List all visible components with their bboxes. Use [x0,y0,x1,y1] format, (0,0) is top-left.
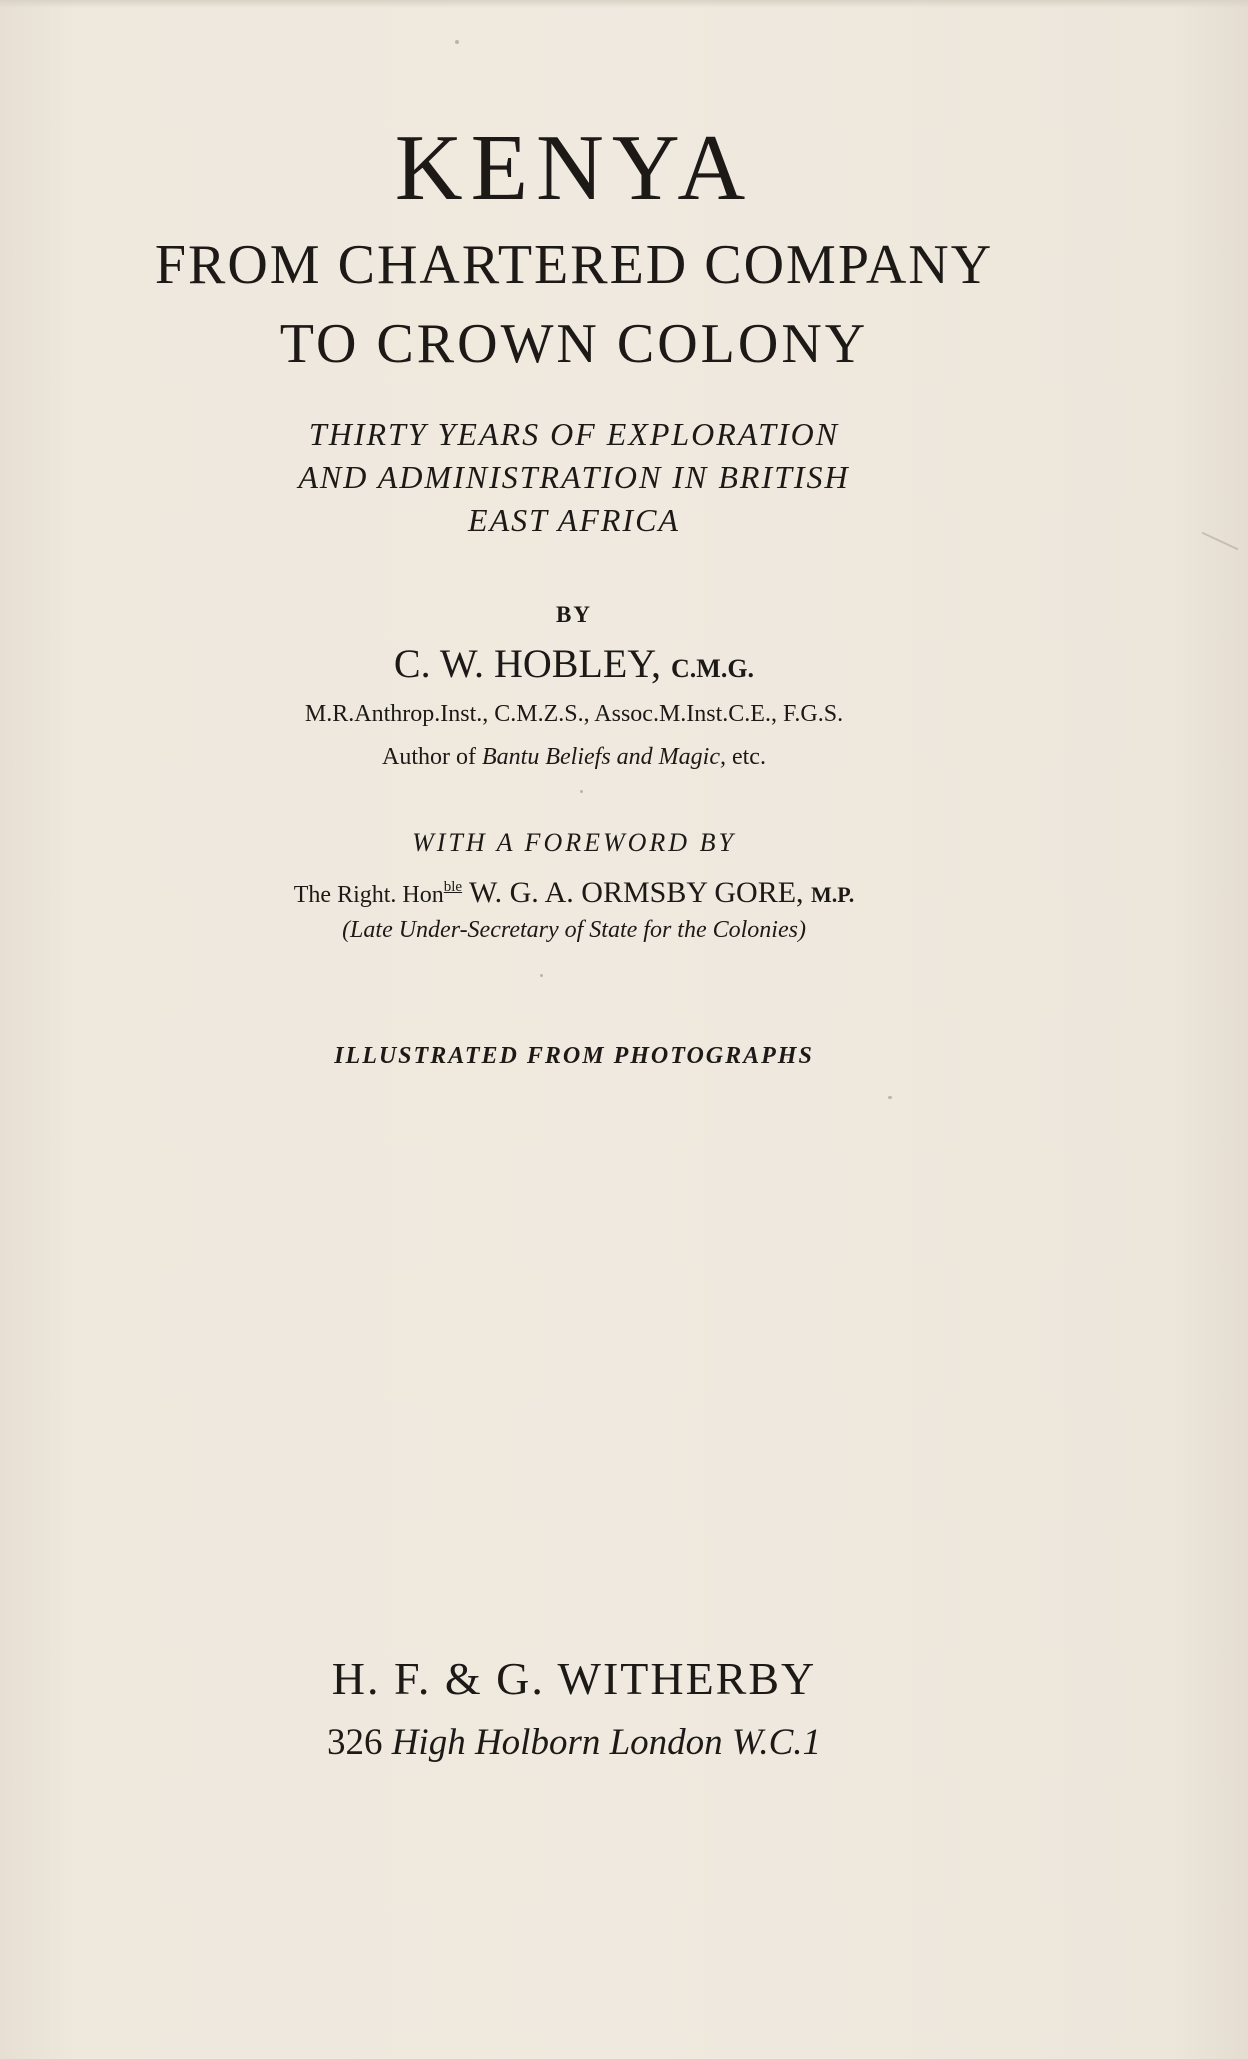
paper-speck [540,974,543,977]
illustrated-note: ILLUSTRATED FROM PHOTOGRAPHS [334,1043,814,1069]
address-number: 326 [326,1722,383,1763]
book-title: KENYA [394,116,754,220]
publisher-address [0,1720,1148,1766]
foreword-title-prefix: The Right. Hon [293,882,444,908]
foreword-author-name: W. G. A. ORMSBY GORE, [469,876,804,909]
author-qualifications: M.R.Anthrop.Inst., C.M.Z.S., Assoc.M.Inst.C.E., F.G.S. [304,701,844,727]
page-top-edge [0,0,1248,8]
paper-speck [580,790,583,793]
foreword-label: WITH A FOREWORD BY [412,828,736,857]
foreword-title-superscript: ble [443,879,463,895]
paper-speck [888,1096,892,1099]
subtitle-line-1: FROM CHARTERED COMPANY [154,234,994,296]
by-label: BY [556,602,592,627]
subtitle-line-2: TO CROWN COLONY [279,313,869,375]
address-rest: High Holborn London W.C.1 [391,1722,822,1763]
author-of-work: Bantu Beliefs and Magic, [482,744,726,770]
publisher-name: H. F. & G. WITHERBY [331,1653,817,1704]
foreword-post-nominal: M.P. [811,882,855,907]
author-name: C. W. HOBLEY, [393,641,662,686]
foreword-author-line [0,868,1148,914]
author-of-prefix: Author of [382,744,477,770]
author-line [0,640,1148,693]
author-of-line [0,741,1148,773]
description-line-3: EAST AFRICA [468,502,680,538]
foreword-note: (Late Under-Secretary of State for the Colonies) [342,917,806,943]
author-honour: C.M.G. [671,654,755,683]
author-of-suffix: etc. [731,744,766,770]
paper-speck [1201,532,1238,551]
paper-speck [455,40,459,44]
description-line-2: AND ADMINISTRATION IN BRITISH [298,459,850,495]
description-line-1: THIRTY YEARS OF EXPLORATION [308,416,840,452]
